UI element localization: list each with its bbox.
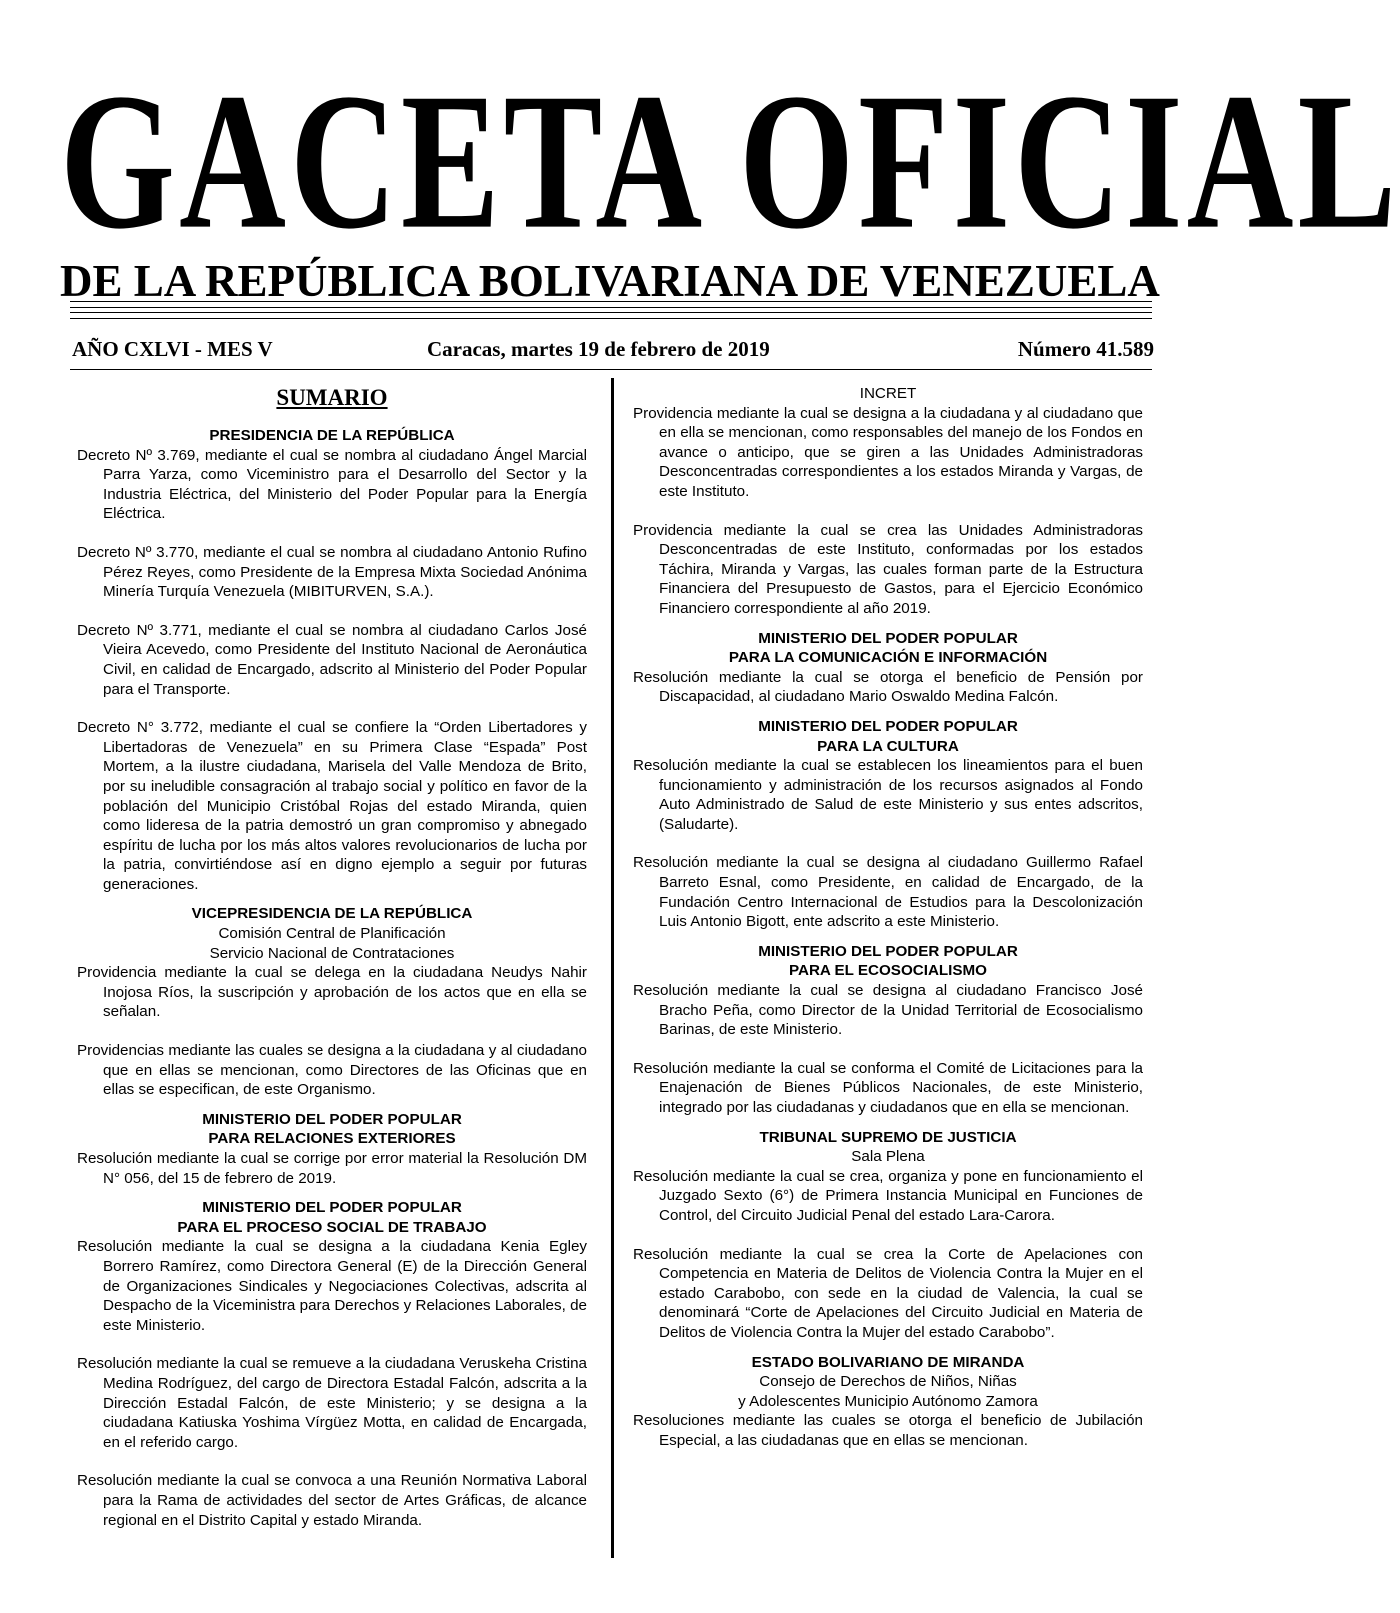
section-heading: MINISTERIO DEL PODER POPULAR	[202, 1199, 462, 1217]
summary-entry: Decreto N° 3.772, mediante el cual se confiere la “Orden Libertadores y Libertadoras de Venezuela” en su Primera Clase “Espada” Post Mortem, a la ilustre ciudadana, Marisela del Valle Mendoza de Brito, por su ineludible consagración al trabajo social y político en favor de la población del Municipio Cristóbal Rojas del estado Miranda, quien como lideresa de la patria demostró un gran compromiso y abnegado espíritu de lucha por los más altos valores revolucionarios de lucha por la patria, convirtiéndose así en digno ejemplo a seguir por futuras generaciones.	[77, 719, 587, 893]
summary-entry: Resolución mediante la cual se crea la Corte de Apelaciones con Competencia en Materia de Delitos de Violencia Contra la Mujer en el estado Carabobo, con sede en la ciudad de Valencia, la cual se denominará “Corte de Apelaciones del Circuito Judicial en Materia de Delitos de Violencia Contra la Mujer del estado Carabobo”.	[633, 1245, 1143, 1341]
section-subheading: Sala Plena	[851, 1148, 925, 1166]
issue-line	[72, 334, 1154, 364]
summary-entry: Resolución mediante la cual se crea, organiza y pone en funcionamiento el Juzgado Sexto (6°) de Primera Instancia Municipal en Funciones de Control, del Circuito Judicial Penal del estado Lara-Carora.	[633, 1167, 1143, 1224]
section-heading: MINISTERIO DEL PODER POPULAR	[758, 942, 1018, 960]
summary-entry: Providencias mediante las cuales se designa a la ciudadana y al ciudadano que en ellas se mencionan, como Directores de las Oficinas que en ellas se especifican, de este Organismo.	[77, 1042, 587, 1099]
issue-rule	[70, 369, 1152, 370]
column-divider	[611, 378, 614, 1558]
summary-entry: Providencia mediante la cual se delega en la ciudadana Neudys Nahir Inojosa Ríos, la suscripción y aprobación de los actos que en ella se señalan.	[77, 964, 587, 1021]
summary-entry: Resolución mediante la cual se corrige por error material la Resolución DM N° 056, del 15 de febrero de 2019.	[77, 1150, 587, 1187]
issue-year-month: AÑO CXLVI - MES V	[72, 337, 273, 361]
summary-entry: Resolución mediante la cual se designa al ciudadano Guillermo Rafael Barreto Esnal, como Presidente, en calidad de Encargado, de la Fundación Centro Internacional de Estudios para la Descolonización Luis Antonio Bigott, ente adscrito a este Ministerio.	[633, 854, 1143, 931]
section-heading: TRIBUNAL SUPREMO DE JUSTICIA	[759, 1128, 1017, 1146]
summary-entry: Resolución mediante la cual se conforma el Comité de Licitaciones para la Enajenación de Bienes Públicos Nacionales, de este Ministerio, integrado por las ciudadanas y ciudadanos que en ella se mencionan.	[633, 1059, 1143, 1116]
issue-place-date: Caracas, martes 19 de febrero de 2019	[427, 337, 770, 361]
summary-entry: Resoluciones mediante las cuales se otorga el beneficio de Jubilación Especial, a las ciudadanas que en ellas se mencionan.	[633, 1412, 1143, 1449]
section-heading: MINISTERIO DEL PODER POPULAR	[202, 1110, 462, 1128]
summary-left-column	[77, 384, 587, 1530]
summary-entry: Resolución mediante la cual se otorga el beneficio de Pensión por Discapacidad, al ciudadano Mario Oswaldo Medina Falcón.	[633, 668, 1143, 706]
summary-title: SUMARIO	[276, 385, 388, 410]
issue-number: Número 41.589	[1017, 337, 1154, 361]
section-heading: MINISTERIO DEL PODER POPULAR	[758, 717, 1018, 735]
summary-entry: Decreto Nº 3.771, mediante el cual se nombra al ciudadano Carlos José Vieira Acevedo, como Presidente del Instituto Nacional de Aeronáutica Civil, en calidad de Encargado, adscrito al Ministerio del Poder Popular para el Transporte.	[77, 621, 587, 698]
summary-entry: Decreto Nº 3.769, mediante el cual se nombra al ciudadano Ángel Marcial Parra Yarza, como Viceministro para el Desarrollo del Sector y la Industria Eléctrica, del Ministerio del Poder Popular para la Energía Eléctrica.	[77, 446, 587, 523]
summary-right-column	[633, 384, 1143, 1451]
section-heading: PARA EL ECOSOCIALISMO	[788, 962, 987, 980]
summary-entry: Resolución mediante la cual se designa a la ciudadana Kenia Egley Borrero Ramírez, como Directora General (E) de la Dirección General de Organizaciones Sindicales y Negociaciones Colectivas, adscrita al Despacho de la Viceministra para Derechos y Relaciones Laborales, de este Ministerio.	[77, 1238, 587, 1334]
section-subheading: Servicio Nacional de Contrataciones	[209, 944, 455, 962]
masthead-rule-middle	[70, 312, 1152, 319]
summary-entry: Resolución mediante la cual se establecen los lineamientos para el buen funcionamiento y administración de los recursos asignados al Fondo Auto Administrado de Salud de este Ministerio y sus entes adscritos, (Saludarte).	[633, 757, 1143, 833]
summary-entry: Resolución mediante la cual se convoca a una Reunión Normativa Laboral para la Rama de actividades del sector de Artes Gráficas, de alcance regional en el Distrito Capital y estado Miranda.	[77, 1472, 587, 1529]
gazette-title: GACETA OFICIAL	[60, 53, 1400, 271]
section-subheading: INCRET	[859, 385, 917, 402]
section-heading: ESTADO BOLIVARIANO DE MIRANDA	[751, 1353, 1025, 1371]
section-heading: PARA EL PROCESO SOCIAL DE TRABAJO	[177, 1218, 487, 1236]
masthead-rule-top	[70, 301, 1152, 308]
section-subheading: Comisión Central de Planificación	[218, 925, 446, 943]
section-heading: PARA RELACIONES EXTERIORES	[208, 1130, 456, 1148]
summary-entry: Resolución mediante la cual se remueve a la ciudadana Veruskeha Cristina Medina Rodríguez, del cargo de Directora Estadal Falcón, adscrita a la Dirección Estadal Falcón, de este Ministerio; y se designa a la ciudadana Katiuska Yoshima Vírgüez Motta, en calidad de Encargada, en el referido cargo.	[77, 1355, 587, 1451]
section-subheading: y Adolescentes Municipio Autónomo Zamora	[738, 1392, 1038, 1410]
section-heading: VICEPRESIDENCIA DE LA REPÚBLICA	[191, 905, 473, 923]
summary-entry: Providencia mediante la cual se designa a la ciudadana y al ciudadano que en ella se mencionan, como responsables del manejo de los Fondos en avance o anticipo, que se giren a las Unidades Administradoras Desconcentradas correspondientes a los estados Miranda y Vargas, de este Instituto.	[633, 404, 1143, 500]
section-heading: MINISTERIO DEL PODER POPULAR	[758, 629, 1018, 647]
summary-entry: Decreto Nº 3.770, mediante el cual se nombra al ciudadano Antonio Rufino Pérez Reyes, como Presidente de la Empresa Mixta Sociedad Anónima Minería Turquía Venezuela (MIBITURVEN, S.A.).	[77, 543, 587, 601]
gazette-subtitle: DE LA REPÚBLICA BOLIVARIANA DE VENEZUELA	[60, 256, 1160, 306]
section-heading: PARA LA CULTURA	[817, 737, 959, 755]
summary-entry: Resolución mediante la cual se designa al ciudadano Francisco José Bracho Peña, como Director de la Unidad Territorial de Ecosocialismo Barinas, de este Ministerio.	[633, 982, 1143, 1039]
section-heading: PRESIDENCIA DE LA REPÚBLICA	[209, 427, 455, 444]
summary-entry: Providencia mediante la cual se crea las Unidades Administradoras Desconcentradas de este Instituto, conformadas por los estados Táchira, Miranda y Vargas, las cuales forman parte de la Estructura Financiera del Presupuesto de Gastos, para el Ejercicio Económico Financiero correspondiente al año 2019.	[633, 521, 1143, 617]
section-heading: PARA LA COMUNICACIÓN E INFORMACIÓN	[728, 649, 1048, 667]
section-subheading: Consejo de Derechos de Niños, Niñas	[759, 1373, 1017, 1391]
